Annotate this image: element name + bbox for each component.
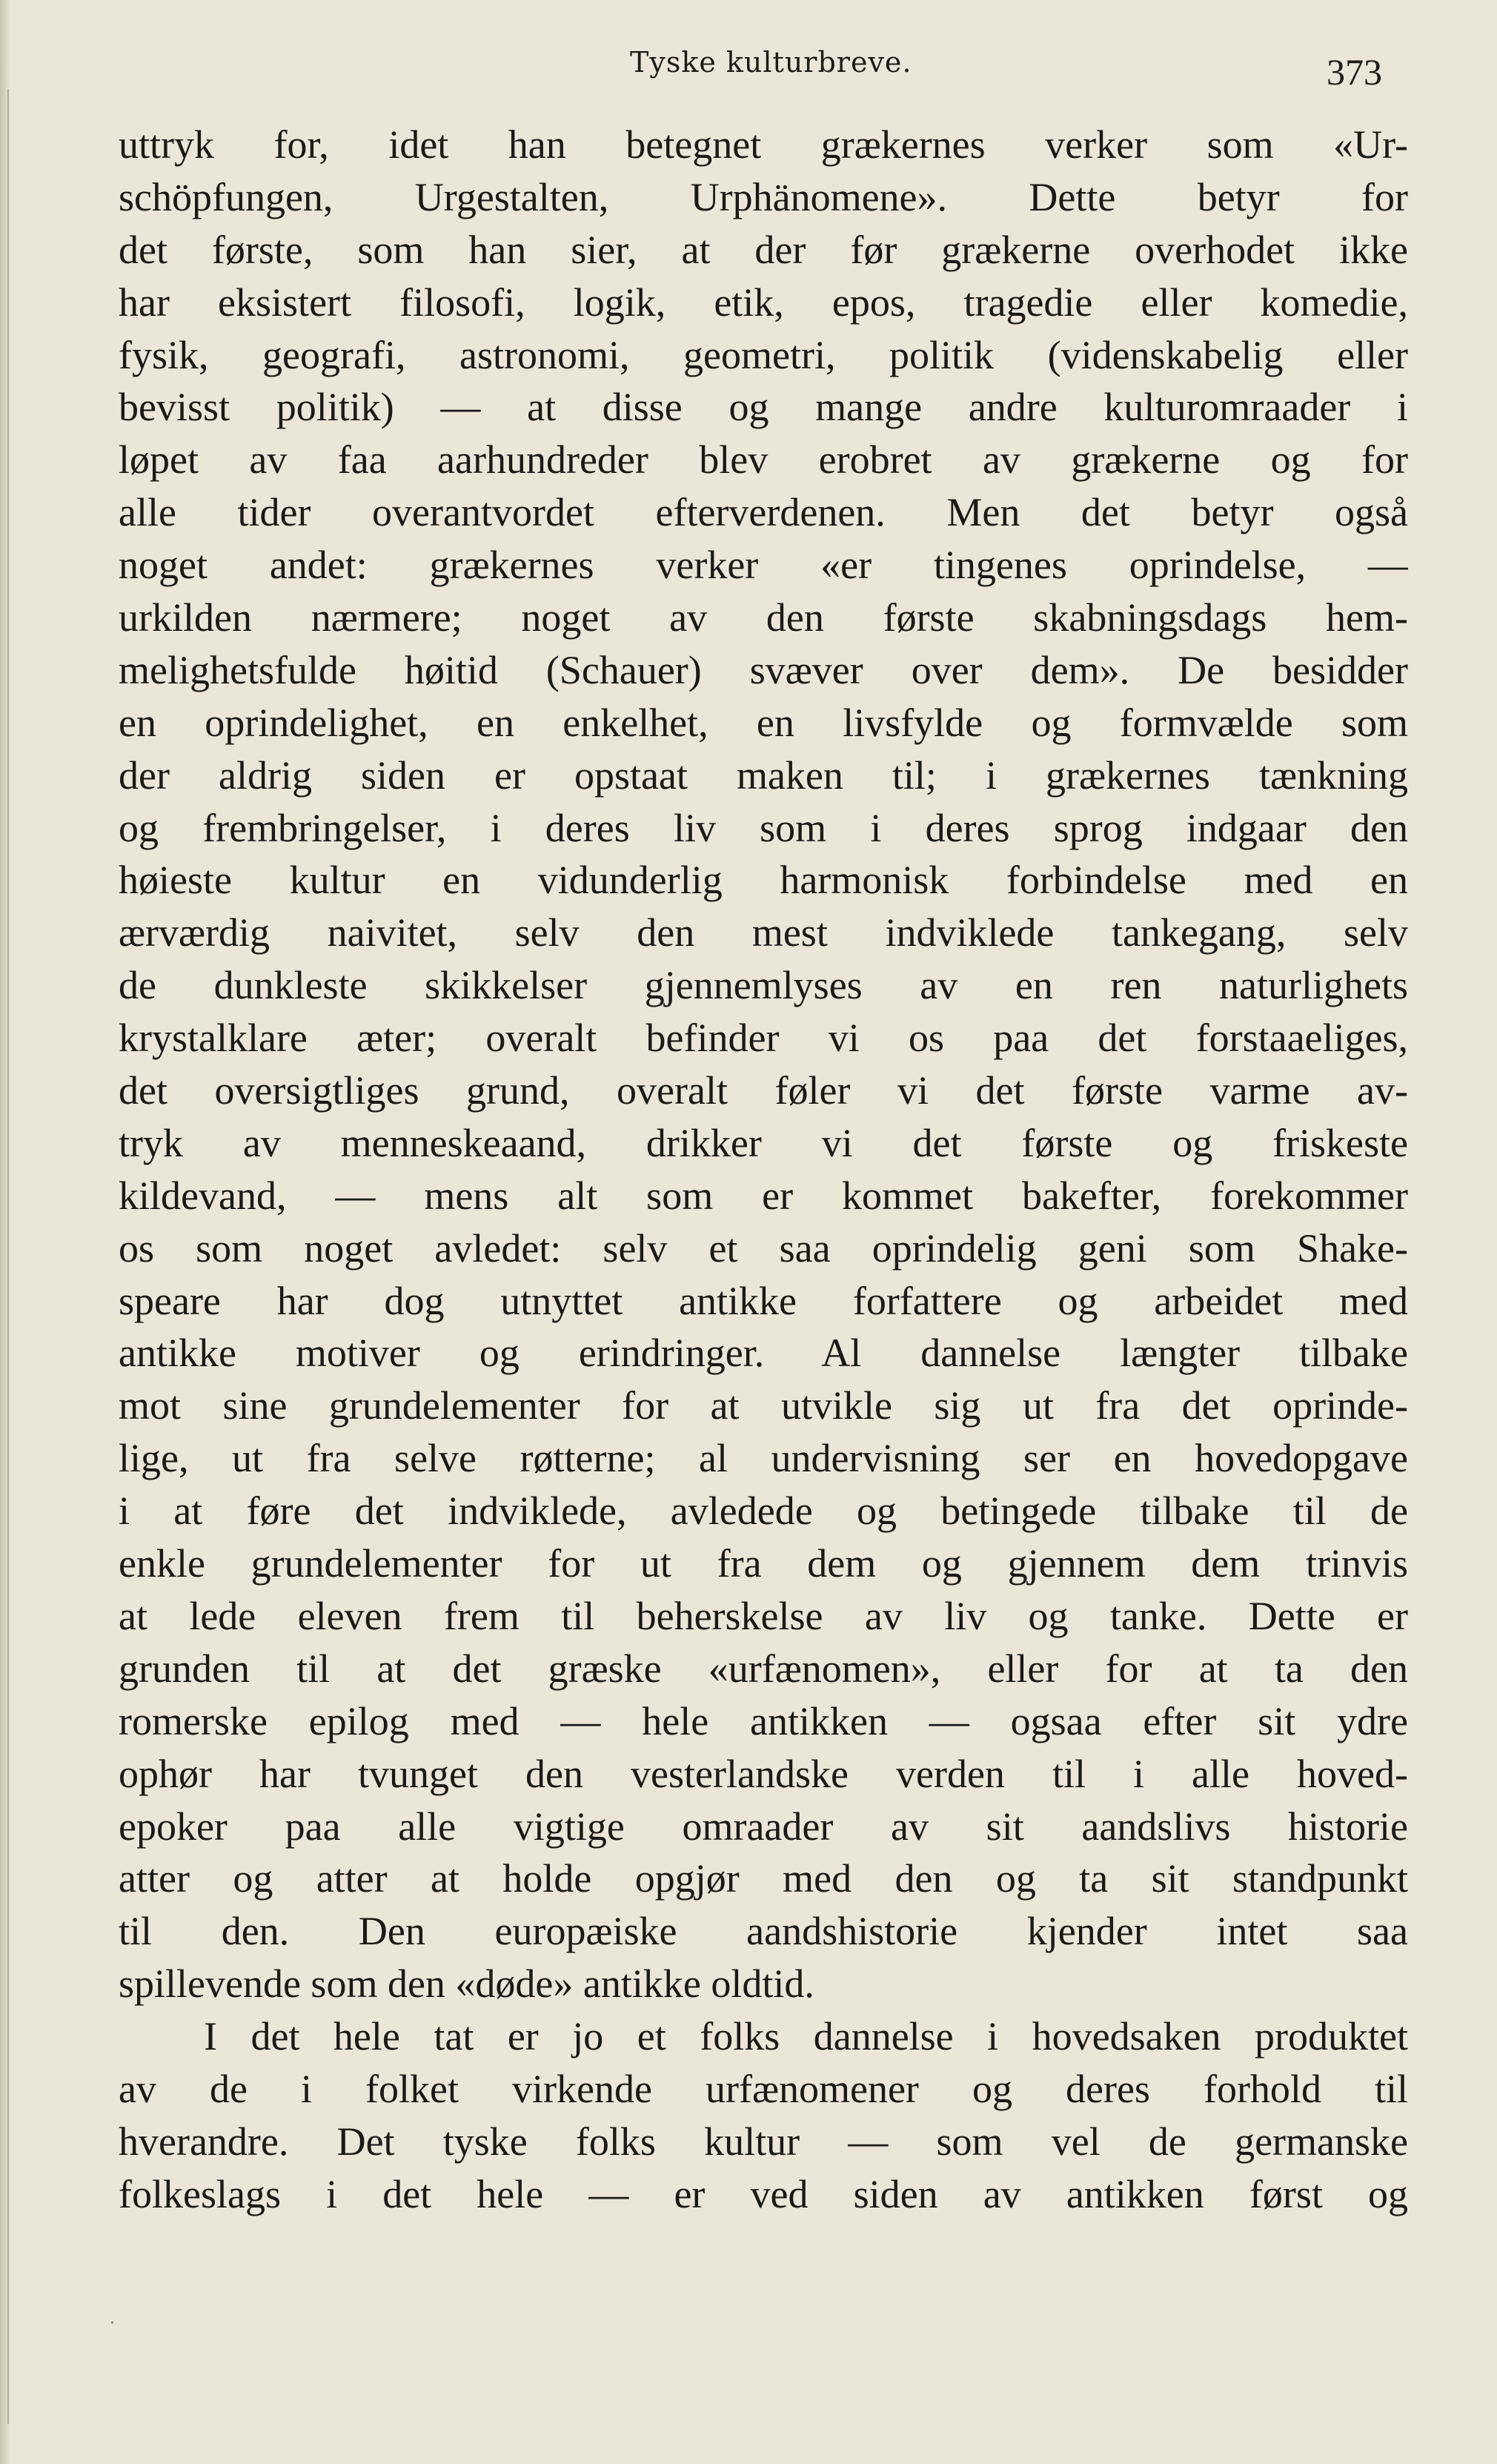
text-line: til den. Den europæiske aandshistorie kjender intet saa [119, 1909, 1408, 1954]
paragraph [119, 119, 1408, 2010]
text-line: epoker paa alle vigtige omraader av sit aandslivs historie [119, 1804, 1408, 1849]
text-line: det første, som han sier, at der før grækerne overhodet ikke [119, 227, 1408, 272]
text-line: der aldrig siden er opstaat maken til; i grækernes tænkning [119, 752, 1408, 798]
text-line: melighetsfulde høitid (Schauer) svæver over dem». De besidder [119, 647, 1408, 692]
text-line: spillevende som den «døde» antikke oldtid. [119, 1961, 814, 2007]
text-line: bevisst politik) — at disse og mange andre kulturomraader i [119, 385, 1408, 430]
text-line: I det hele tat er jo et folks dannelse i hovedsaken produktet [204, 2014, 1408, 2059]
text-line: hverandre. Det tyske folks kultur — som vel de germanske [119, 2119, 1408, 2164]
text-line: folkeslags i det hele — er ved siden av antikken først og [119, 2171, 1408, 2216]
text-line: høieste kultur en vidunderlig harmonisk forbindelse med en [119, 858, 1408, 903]
text-line: romerske epilog med — hele antikken — ogsaa efter sit ydre [119, 1698, 1408, 1743]
text-line: det oversigtliges grund, overalt føler vi det første varme av- [119, 1068, 1408, 1113]
text-line: at lede eleven frem til beherskelse av liv og tanke. Dette er [119, 1593, 1408, 1638]
text-line: schöpfungen, Urgestalten, Urphänomene». Dette betyr for [119, 174, 1408, 219]
text-line: lige, ut fra selve røtterne; al undervisning ser en hovedopgave [119, 1436, 1408, 1481]
text-line: ærværdig naivitet, selv den mest indviklede tankegang, selv [119, 910, 1408, 956]
paper-speck: · [110, 2314, 115, 2333]
text-line: i at føre det indviklede, avledede og betingede tilbake til de [119, 1488, 1408, 1534]
text-line: av de i folket virkende urfænomener og deres forhold til [119, 2066, 1408, 2111]
text-line: kildevand, — mens alt som er kommet bakefter, forekommer [119, 1173, 1408, 1218]
text-line: grunden til at det græske «urfænomen», eller for at ta den [119, 1646, 1408, 1691]
text-line: atter og atter at holde opgjør med den og ta sit standpunkt [119, 1856, 1408, 1901]
text-line: noget andet: grækernes verker «er tingenes oprindelse, — [119, 543, 1408, 588]
text-line: urkilden nærmere; noget av den første skabningsdags hem- [119, 595, 1408, 640]
text-line: løpet av faa aarhundreder blev erobret av grækerne og for [119, 437, 1408, 483]
text-line: ophør har tvunget den vesterlandske verden til i alle hoved- [119, 1751, 1408, 1796]
text-line: krystalklare æter; overalt befinder vi os paa det forstaaeliges, [119, 1016, 1408, 1061]
text-line: uttryk for, idet han betegnet grækernes verker som «Ur- [119, 122, 1408, 167]
text-line: enkle grundelementer for ut fra dem og gjennem dem trinvis [119, 1541, 1408, 1586]
text-line: tryk av menneskeaand, drikker vi det første og friskeste [119, 1120, 1408, 1165]
text-line: speare har dog utnyttet antikke forfattere og arbeidet med [119, 1278, 1408, 1323]
paragraph [119, 2010, 1408, 2221]
binding-shadow-line [7, 89, 9, 2424]
text-line: mot sine grundelementer for at utvikle sig ut fra det oprinde- [119, 1383, 1408, 1428]
text-line: en oprindelighet, en enkelhet, en livsfylde og formvælde som [119, 700, 1408, 745]
text-line: de dunkleste skikkelser gjennemlyses av en ren naturlighets [119, 963, 1408, 1008]
running-title: Tyske kulturbreve. [630, 46, 912, 79]
page-number: 373 [1327, 51, 1382, 93]
body-text [119, 119, 1408, 2221]
text-line: fysik, geografi, astronomi, geometri, politik (videnskabelig eller [119, 332, 1408, 377]
text-line: alle tider overantvordet efterverdenen. Men det betyr også [119, 490, 1408, 535]
text-line: har eksistert filosofi, logik, etik, epos, tragedie eller komedie, [119, 279, 1408, 325]
text-line: antikke motiver og erindringer. Al dannelse længter tilbake [119, 1331, 1408, 1376]
text-line: os som noget avledet: selv et saa oprindelig geni som Shake- [119, 1225, 1408, 1271]
running-head [0, 46, 1497, 93]
text-line: og frembringelser, i deres liv som i deres sprog indgaar den [119, 805, 1408, 850]
